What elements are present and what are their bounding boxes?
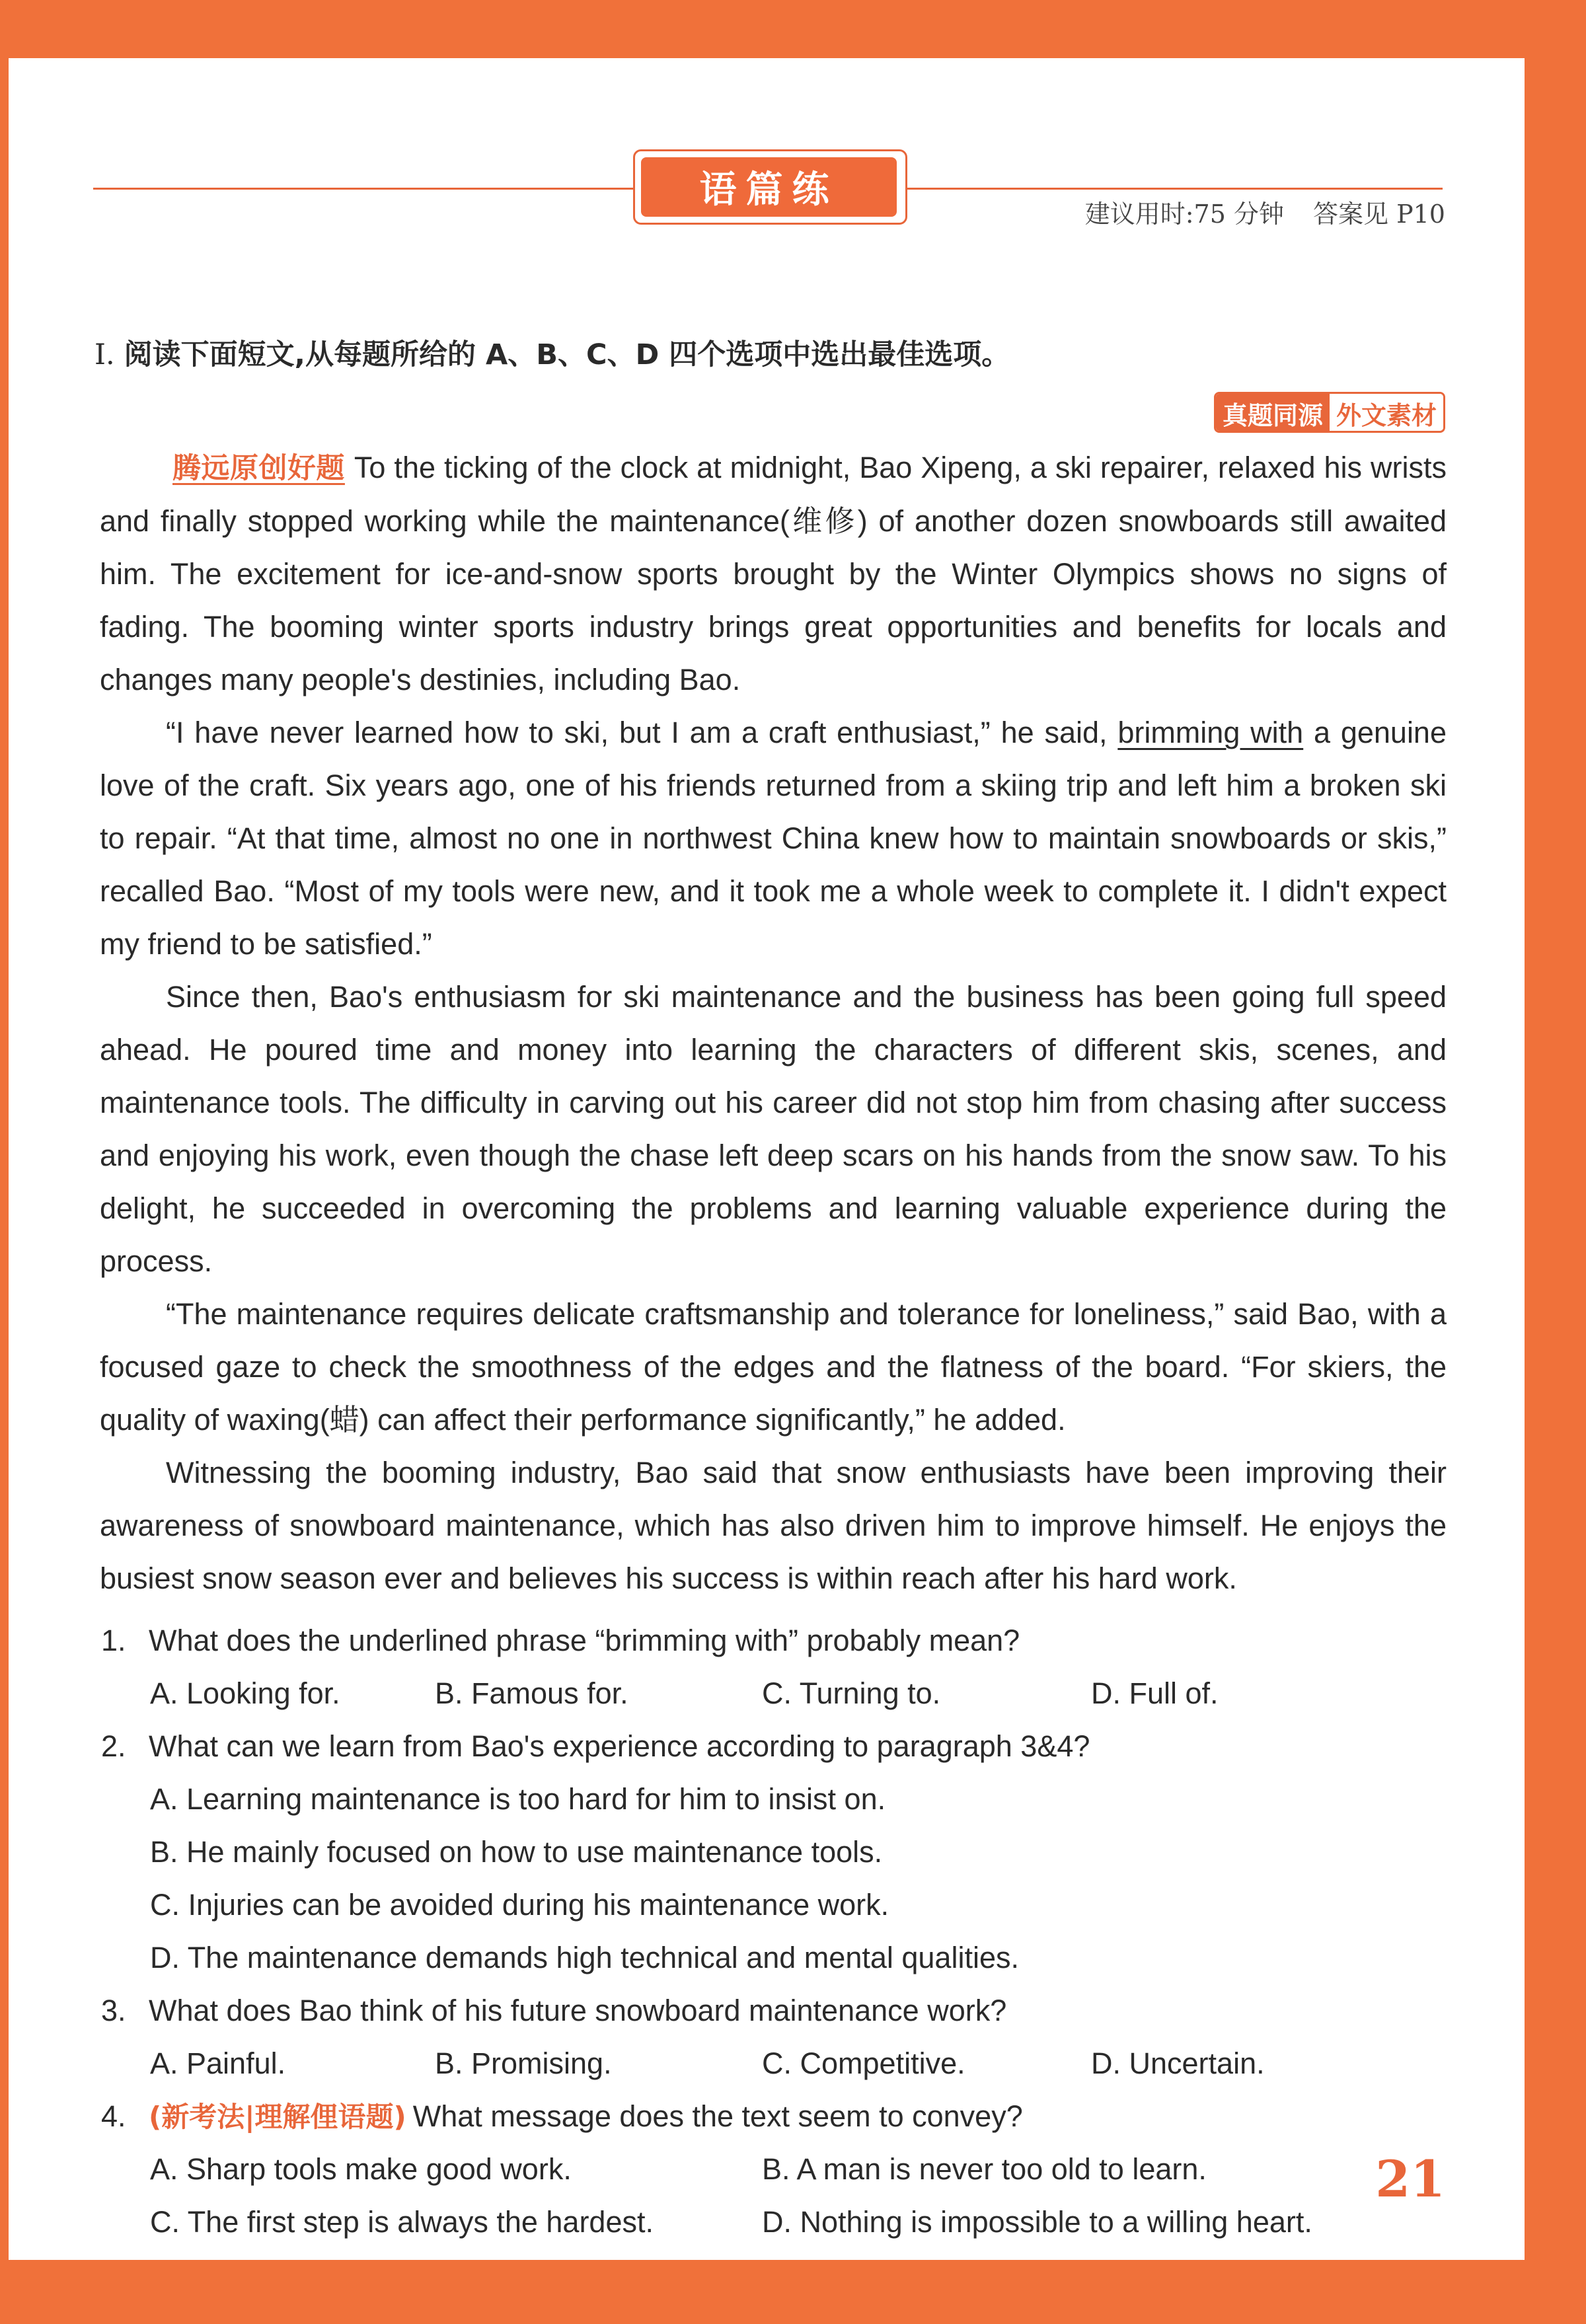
header-rule-left [93,188,634,190]
page-sheet [9,58,1525,2260]
section-title: 语篇练 [641,157,897,217]
paragraph-4: “The maintenance requires delicate craftsmanship and tolerance for loneliness,” said Bao, with a focused gaze to check the smoothness of the edges and the flatness of the board. “For skiers, the quality of waxing(蜡) can affect their performance significantly,” he added. [100,1297,1447,1437]
question-4 [101,2090,1449,2143]
question-text: What can we learn from Bao's experience according to paragraph 3&4? [149,1729,1090,1763]
source-tag-part2: 外文素材 [1330,394,1443,431]
option-b-row [101,1826,1449,1879]
header-rule-right [906,188,1443,190]
paragraph-2-text-b: a genuine love of the craft. Six years ago, one of his friends returned from a skiing trip and left him a broken ski to repair. “At that time, almost no one in northwest China knew how to maintain snowboards or skis,” recalled Bao. “Most of my tools were new, and it took me a whole week to complete it. I didn't expect my friend to be satisfied.” [100,716,1447,961]
option-d[interactable]: D. Uncertain. [1091,2046,1265,2080]
question-number: 1. [101,1624,126,1657]
option-c[interactable]: C. Injuries can be avoided during his maintenance work. [150,1888,889,1922]
paragraph-5: Witnessing the booming industry, Bao said that snow enthusiasts have been improving their awareness of snowboard maintenance, which has also driven him to improve himself. He enjoys the busiest snow season ever and believes his success is within reach after his hard work. [100,1456,1447,1595]
option-a[interactable]: A. Learning maintenance is too hard for him to insist on. [150,1782,886,1816]
paragraph-1-text: To the ticking of the clock at midnight, Bao Xipeng, a ski repairer, relaxed his wrists and finally stopped working while the maintenance(维修) of another dozen snowboards still awaited him. The excitement for ice-and-snow sports brought by the Winter Olympics shows no signs of fading. The booming winter sports industry brings great opportunities and benefits for locals and changes many people's destinies, including Bao. [100,451,1447,696]
reading-passage [100,441,1447,1605]
options-row [101,1667,1449,1720]
option-d-row [101,1931,1449,1984]
question-text: What does the underlined phrase “brimming with” probably mean? [149,1624,1020,1657]
question-1 [101,1614,1449,1667]
option-b[interactable]: B. A man is never too old to learn. [762,2152,1207,2186]
instruction-text: 阅读下面短文,从每题所给的 A、B、C、D 四个选项中选出最佳选项。 [124,338,1010,371]
option-b[interactable]: B. Promising. [435,2046,612,2080]
paragraph-2-text-a: “I have never learned how to ski, but I am a craft enthusiast,” he said, [166,716,1118,749]
question-type-tag: (新考法|理解俚语题) [149,2101,406,2133]
option-c-row [101,1879,1449,1931]
option-a-row [101,1773,1449,1826]
suggested-time: 建议用时:75 分钟 [1084,200,1284,229]
question-3 [101,1984,1449,2037]
section-number: Ⅰ. [94,338,115,371]
question-text: What message does the text seem to convey? [412,2099,1023,2133]
paragraph-2 [100,706,1447,971]
question-number: 3. [101,1994,126,2027]
option-c[interactable]: C. Turning to. [762,1676,941,1710]
section-instruction [94,332,1010,373]
header-meta [1085,194,1445,230]
source-tag [1214,392,1445,433]
option-c[interactable]: C. The first step is always the hardest. [150,2205,654,2239]
question-list [101,1614,1449,2249]
source-tag-part1: 真题同源 [1216,394,1330,431]
option-d[interactable]: D. Nothing is impossible to a willing heart. [762,2205,1312,2239]
page-number: 21 [1375,2150,1445,2208]
option-b[interactable]: B. Famous for. [435,1676,628,1710]
paragraph-1 [100,441,1447,706]
answer-reference: 答案见 P10 [1312,200,1445,229]
option-c[interactable]: C. Competitive. [762,2046,965,2080]
options-row [101,2143,1449,2196]
option-d[interactable]: D. The maintenance demands high technical and mental qualities. [150,1941,1019,1974]
underlined-phrase: brimming with [1117,716,1304,749]
option-a[interactable]: A. Looking for. [150,1676,340,1710]
option-d[interactable]: D. Full of. [1091,1676,1219,1710]
paragraph-3: Since then, Bao's enthusiasm for ski maintenance and the business has been going full speed ahead. He poured time and money into learning the characters of different skis, scenes, and maintenance tools. The difficulty in carving out his career did not stop him from chasing after success and enjoying his work, even though the chase left deep scars on his hands from the snow saw. To his delight, he succeeded in overcoming the problems and learning valuable experience during the process. [100,980,1447,1278]
original-question-label: 腾远原创好题 [172,452,345,485]
option-a[interactable]: A. Painful. [150,2046,286,2080]
question-2 [101,1720,1449,1773]
section-title-box [633,149,906,252]
question-number: 4. [101,2099,126,2133]
options-row [101,2037,1449,2090]
option-a[interactable]: A. Sharp tools make good work. [150,2152,572,2186]
question-number: 2. [101,1729,126,1763]
question-text: What does Bao think of his future snowboard maintenance work? [149,1994,1007,2027]
options-row [101,2196,1449,2249]
option-b[interactable]: B. He mainly focused on how to use maintenance tools. [150,1835,883,1869]
